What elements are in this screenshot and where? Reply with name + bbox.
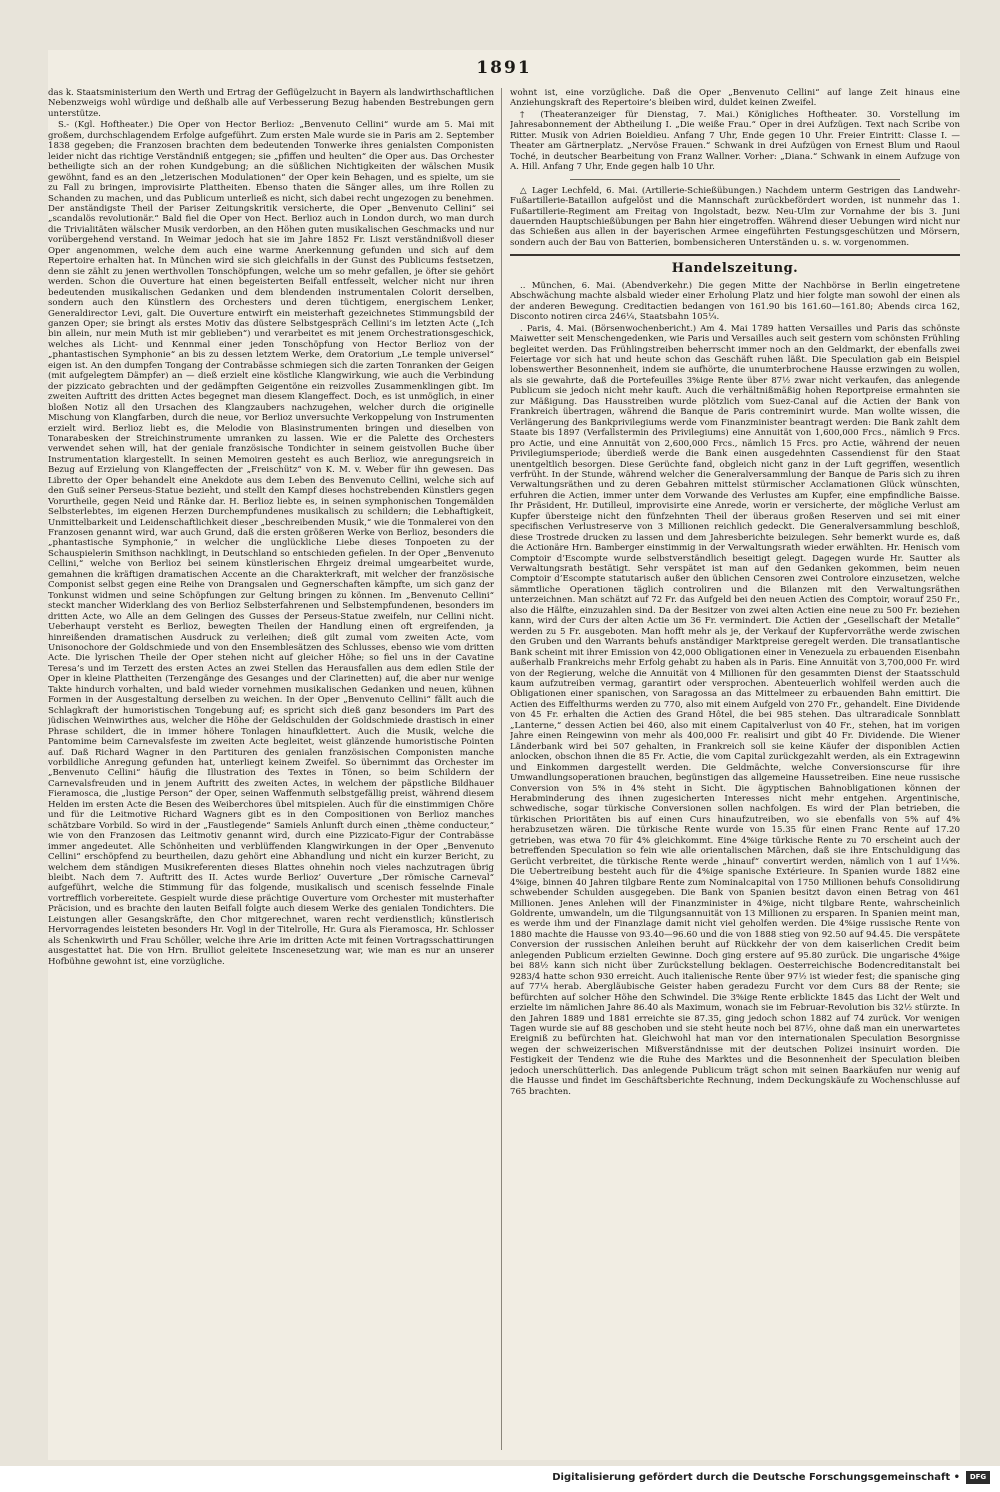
right-column [510, 88, 960, 1458]
article-paragraph: △ Lager Lechfeld, 6. Mai. (Artillerie-Schießübungen.) Nachdem unterm Gestrigen das Landwehr-Fußartillerie-Bataillon aufgelöst und die Mannschaft zurückbefördert worden, ist nunmehr das 1. Fußartillerie-Regiment am Freitag von Ingolstadt, bezw. Neu-Ulm zur Vornahme der bis 3. Juni dauernden Hauptschießübungen per Bahn hier eingetroffen. Während dieser Uebungen wird nicht nur das Schießen aus allen in der bayerischen Armee eingeführten Festungsgeschützen und Mörsern, sondern auch der Bau von Batterien, bombensicheren Unterständen u. s. w. vorgenommen. [510, 185, 960, 248]
newspaper-page [48, 50, 960, 1460]
page-number: 1891 [476, 58, 532, 78]
column-divider [501, 88, 502, 1450]
divider [570, 179, 900, 180]
footer-bar [0, 1466, 1000, 1492]
left-column [48, 88, 494, 1458]
dfg-logo-icon: DFG [966, 1471, 990, 1484]
article-paragraph: S.- (Kgl. Hoftheater.) Die Oper von Hector Berlioz: „Benvenuto Cellini“ wurde am 5. Mai mit großem, durchschlagendem Erfolge aufgeführt. Zum ersten Male wurde sie in Paris am 2. September 1838 gegeben; die Franzosen brachten dem bedeutenden Tonwerke ihres genialsten Componisten leider nicht das richtige Verständniß entgegen; sie „pfiffen und heulten“ die Oper aus. Das Orchester betheiligte sich an der rohen Kundgebung; an die süßlichen Nichtigkeiten der wälschen Musik gewöhnt, fand es an den „letzerischen Modulationen“ der Oper kein Behagen, und es spielte, um sie zu Fall zu bringen, improvisirte Plattheiten. Ebenso thaten die Sänger alles, um ihre Rollen zu Schanden zu machen, und das Publicum unterließ es nicht, sich dabei recht ungezogen zu benehmen. Der anständigste Theil der Pariser Zeitungskritik versicherte, die Oper „Benvenuto Cellini“ sei „scandalös revolutionär.“ Bald fiel die Oper von Hect. Berlioz auch in London durch, wo man durch die Trivialitäten wälscher Musik verdorben, an den Höhen guten musikalischen Geschmacks und nur vorübergehend verstand. In Weimar jedoch hat sie im Jahre 1852 Fr. Liszt verständnißvoll dieser Oper angenommen, welche dem auch eine warme Anerkennung gefunden und sich auf dem Repertoire erhalten hat. In München wird sie sich gleichfalls in der Gunst des Publicums festsetzen, denn sie zählt zu jenen werthvollen Tonschöpfungen, welche um so mehr gefallen, je öfter sie gehört werden. Schon die Ouverture hat einen begeisterten Beifall entfesselt, welcher nicht nur ihren bedeutenden musikalischen Gedanken und dem blendenden instrumentalen Colorit derselben, sondern auch den Künstlern des Orchesters und deren tüchtigem, energischem Lenker, Generaldirector Levi, galt. Die Ouverture entwirft ein meisterhaft gezeichnetes Stimmungsbild der ganzen Oper; sie bringt als erstes Motiv das düstere Selbstgespräch Cellini’s im letzten Acte („Ich bin allein, nur mein Muth ist mir geblieben“) und verarbeitet es mit jenem Orchestrationsgeschick, welches als Licht- und Kennmal einer jeden Tonschöpfung von Hector Berlioz von der „phantastischen Symphonie“ an bis zu dessen letztem Werke, dem Oratorium „Le temple universel“ eigen ist. An den dumpfen Tongang der Contrabässe schmiegen sich die zarten Tonranken der Geigen (mit aufgelegtem Dämpfer) an — dieß erzielt eine köstliche Klangwirkung, wie auch die Verbindung der pizzicato gebrachten und der gedämpften Geigentöne ein reizvolles Zusammenklingen gibt. Im zweiten Auftritt des dritten Actes begegnet man diesem Klangeffect. Doch, es ist unmöglich, in einer bloßen Notiz all den Ursachen des Klangzaubers nachzugehen, welcher durch die originelle Mischung von Klangfarben, durch die neue, vor Berlioz unversuchte Verkoppelung von Instrumenten erzielt wird. Berlioz liebt es, die Melodie von Blasinstrumenten bringen und dieselben von Tonarabesken der Streichinstrumente umranken zu lassen. Wie er die Palette des Orchesters verwendet sehen will, hat der geniale französische Tondichter in seinem geistvollen Buche über Instrumentation klargestellt. In seinen Memoiren gesteht es auch Berlioz, wie anregungsreich in Bezug auf Erzielung von Klangeffecten der „Freischütz“ von K. M. v. Weber für ihn gewesen. Das Libretto der Oper behandelt eine Anekdote aus dem Leben des Benvenuto Cellini, welche sich auf den Guß seiner Perseus-Statue bezieht, und stellt den Kampf dieses hochstrebenden Künstlers gegen Vorurtheile, gegen Neid und Ränke dar. H. Berlioz liebte es, in seinen symphonischen Tongemälden Selbsterlebtes, im eigenen Herzen Durchempfundenes musikalisch zu schildern; die Lebhaftigkeit, Unmittelbarkeit und Leidenschaftlichkeit dieser „beschreibenden Musik,“ wie die Tonmalerei von den Franzosen genannt wird, war auch Grund, daß die ersten größeren Werke von Berlioz, besonders die „phantastische Symphonie,“ in welcher die unglückliche Liebe dieses Tonpoeten zu der Schauspielerin Smithson nachklingt, in Deutschland so entschieden gefielen. In der Oper „Benvenuto Cellini,“ welche von Berlioz bei seinem künstlerischen Ehrgeiz dreimal umgearbeitet wurde, gemahnen die kräftigen dramatischen Accente an die Charakterkraft, mit welcher der französische Componist selbst gegen eine Reihe von Drangsalen und Gegnerschaften kämpfte, um sich ganz der Tonkunst widmen und seine Schöpfungen zur Geltung bringen zu können. Im „Benvenuto Cellini“ steckt mancher Widerklang des von Berlioz Selbsterfahrenen und Selbstempfundenen, besonders im dritten Acte, wo Alle an dem Gelingen des Gusses der Perseus-Statue zweifeln, nur Cellini nicht. Ueberhaupt versteht es Berlioz, bewegten Theilen der Handlung einen oft ergreifenden, ja hinreißenden dramatischen Ausdruck zu verleihen; dieß gilt zumal vom zweiten Acte, vom Unisonochore der Goldschmiede und von den Ensemblesätzen des Schlusses, ebenso wie vom dritten Acte. Die lyrischen Theile der Oper stehen nicht auf gleicher Höhe; so fiel uns in der Cavatine Teresa’s und im Terzett des ersten Actes an zwei Stellen das Herausfallen aus dem edlen Stile der Oper in kleine Plattheiten (Terzengänge des Gesanges und der Clarinetten) auf, die aber nur wenige Takte hindurch vorhalten, und bald wieder vornehmen musikalischen Gedanken und neuen, kühnen Formen in der Ausgestaltung derselben zu weichen. In der Oper „Benvenuto Cellini“ fällt auch die Schlagkraft der humoristischen Tongebung auf; es spricht sich dieß ganz besonders im Part des jüdischen Weinwirthes aus, welcher die Höhe der Geldschulden der Goldschmiede drastisch in einer Phrase schildert, die in immer höhere Tonlagen hinaufklettert. Auch die Musik, welche die Pantomime beim Carnevalsfeste im zweiten Acte begleitet, weist glänzende humoristische Pointen auf. Daß Richard Wagner in den Partituren des genialen französischen Componisten manche vorbildliche Anregung gefunden hat, unterliegt keinem Zweifel. So übernimmt das Orchester im „Benvenuto Cellini“ häufig die Illustration des Textes in Tönen, so beim Schildern der Carnevalsfreuden und in jenem Auftritt des zweiten Actes, in welchem der päpstliche Bildhauer Fieramosca, die „lustige Person“ der Oper, seinen Waffenmuth selbstgefällig preist, während diesem Helden im ersten Acte die Besen des Weiberchores übel mitspielen. Auch für die einstimmigen Chöre und für die Leitmotive Richard Wagners gibt es in den Compositionen von Berlioz manches schätzbare Vorbild. So wird in der „Faustlegende“ Samiels Anlunft durch einen „thème conducteur,“ wie von den Franzosen das Leitmotiv genannt wird, durch eine Pizzicato-Figur der Contrabässe immer angedeutet. Alle Schönheiten und verblüffenden Klangwirkungen in der Oper „Benvenuto Cellini“ erschöpfend zu beurtheilen, dazu gehört eine Abhandlung und nicht ein kurzer Bericht, zu welchem dem ständigen Musikreferenten dieses Blattes ohnehin noch vieles nachzutragen übrig bleibt. Nach dem 7. Auftritt des II. Actes wurde Berlioz’ Ouverture „Der römische Carneval“ aufgeführt, welche die Stimmung für das folgende, musikalisch und scenisch fesselnde Finale vortrefflich vorbereitete. Gespielt wurde diese prächtige Ouverture vom Orchester mit musterhafter Präcision, und es brachte den lauten Beifall folgte auch diesem Werke des genialen Tondichters. Die Leistungen aller Gesangskräfte, den Chor mitgerechnet, waren recht verdienstlich; künstlerisch Hervorragendes leisteten besonders Hr. Vogl in der Titelrolle, Hr. Gura als Fieramosca, Hr. Schlosser als Schenkwirth und Frau Schöller, welche ihre Arie im dritten Acte mit feinen Vortragsschattirungen ausgestattet hat. Die von Hrn. Brulliot geleitete Inscenesetzung war, wie man es nur an unserer Hofbühne gewohnt ist, eine vorzügliche. [48, 120, 494, 967]
article-paragraph: . Paris, 4. Mai. (Börsenwochenbericht.) Am 4. Mai 1789 hatten Versailles und Paris das schönste Maiwetter seit Menschengedenken, wie Paris und Versailles auch seit gestern vom schönsten Frühling begleitet werden. Das Frühlingstreiben beherrscht immer noch an den Geldmarkt, der ebenfalls zwei Feiertage vor sich hat und heute schon das Geschäft ruhen läßt. Die Speculation gab ein Beispiel lobenswerther Besonnenheit, indem sie aufhörte, die unumterbrochene Hausse erzwingen zu wollen, als sie gewahrte, daß die Portefeuilles 3%ige Rente über 87½ zwar nicht verkaufen, das anlegende Publicum sie jedoch nicht mehr kauft. Auch die verhältnißmäßig hohen Reportpreise ermahnten sie zur Mäßigung. Das Hausstreiben wurde plötzlich vom Suez-Canal auf die Actien der Bank von Frankreich übertragen, während die Banque de Paris contreminirt wurde. Man wollte wissen, die Verlängerung des Bankprivilegiums werde vom Finanzminister beantragt werden: Die Bank zahlt dem Staate bis 1897 (Verfallstermin des Privilegiums) eine Annuität von 1,600,000 Frcs., nämlich 9 Frcs. pro Actie, und eine Annuität von 2,600,000 Frcs., nämlich 15 Frcs. pro Actie, während der neuen Privilegiumsperiode; überdieß werde die Bank einen ausgedehnten Cassendienst für den Staat unentgeltlich besorgen. Diese Gerüchte fand, obgleich nicht ganz in der Luft gegriffen, wesentlich verfrüht. In der Stunde, während welcher die Generalversammlung der Banque de Paris sich zu ihren Verwaltungsräthen und zu deren Gebahren mittelst stürmischer Acclamationen Glück wünschten, erfuhren die Actien, immer unter dem Vorwande des Verlustes am Kupfer, eine empfindliche Baisse. Ihr Präsident, Hr. Dutilleul, improvisirte eine Anrede, worin er versicherte, der mögliche Verlust am Kupfer übersteige nicht den fünfzehnten Theil der überaus großen Reserven und sei mit einer specifischen Verlustreserve von 3 Millionen reichlich gedeckt. Die Generalversammlung beschloß, diese Trostrede drucken zu lassen und dem Jahresberichte beizulegen. Sehr bemerkt wurde es, daß die Actionäre Hrn. Bamberger einstimmig in der Verwaltungsrath wieder erwählten. Hr. Henisch vom Comptoir d’Escompte wurde selbstverständlich beseitigt gelegt. Dagegen wurde Hr. Sautter als Verwaltungsrath bestätigt. Sehr verspätet ist man auf den Gedanken gekommen, beim neuen Comptoir d’Escompte statutarisch außer den üblichen Censoren zwei Controlore einzusetzen, welche sämmtliche Operationen täglich controliren und die Bilanzen mit den Verwaltungsräthen unterzeichnen. Man schätzt auf 72 Fr. das Aufgeld bei den neuen Actien des Comptoir, worauf 250 Fr., also die Hälfte, einzuzahlen sind. Da der Besitzer von zwei alten Actien eine neue zu 500 Fr. beziehen kann, wird der Curs der alten Actie um 36 Fr. vermindert. Die Actien der „Gesellschaft der Metalle“ werden zu 5 Fr. ausgeboten. Man hofft mehr als je, der Verkauf der Kupfervorräthe werde zwischen den Gruben und den Warrants behufs anständiger Marktpreise geregelt werden. Die transatlantische Bank scheint mit ihrer Emission von 42,000 Obligationen einer in Venezuela zu erbauenden Eisenbahn außerhalb Frankreichs mehr Erfolg gehabt zu haben als in Paris. Eine Annuität von 3,700,000 Fr. wird von der Regierung, welche die Annuität von 4 Millionen für den gesammten Dienst der Staatsschuld kaum aufzutreiben vermag, garantirt oder versprochen. Abenteuerlich wohlfeil werden auch die Obligationen einer spanischen, von Saragossa an das Mittelmeer zu erbauenden Bahn emittirt. Die Actien des Eiffelthurms werden zu 770, also mit einem Aufgeld von 270 Fr., gehandelt. Eine Dividende von 45 Fr. erhalten die Actien des Grand Hôtel, die bei 985 stehen. Das ultraradicale Sonnblatt „Lanterne,“ dessen Actien bei 460, also mit einem Capitalverlust von 40 Fr., stehen, hat im vorigen Jahre einen Reingewinn von mehr als 400,000 Fr. realisirt und gibt 40 Fr. Dividende. Die Wiener Länderbank wird bei 507 gehalten, in Frankreich soll sie keine Käufer der disponiblen Actien anlocken, obschon ihnen die 85 Fr. Actie, die vom Capital zurückgezahlt werden, als ein Extragewinn und Einkommen dargestellt werden. Die Geldmächte, welche Conversionscurse für ihre Umwandlungsoperationen brauchen, begünstigen das allgemeine Haussetreiben. Eine neue russische Conversion von 5% in 4% steht in Sicht. Die ägyptischen Bahnobligationen können der Herabminderung des ihnen zugesicherten Interesses nicht mehr entgehen. Argentinische, schwedische, sogar türkische Conversionen sollen nachfolgen. Es wird der Plan betrieben, die türkischen Prioritäten bis auf einen Curs hinaufzutreiben, wo sie ebenfalls von 5% auf 4% herabzusetzen wären. Die türkische Rente wurde von 15.35 für einen Franc Rente auf 17.20 getrieben, was etwa 70 für 4% gleichkommt. Eine 4%ige türkische Rente zu 70 erscheint auch der betreffenden Speculation so fein wie alle orientalischen Märchen, daß sie ihre Entschuldigung das Gerücht verbreitet, die türkische Rente werde „hinauf“ convertirt werden, nämlich von 1 auf 1¼%. Die Uebertreibung besteht auch für die 4%ige spanische Extérieure. In Spanien wurde 1882 eine 4%ige, binnen 40 Jahren tilgbare Rente zum Nominalcapital von 1750 Millionen behufs Consolidirung schwebender Schulden ausgegeben. Die Bank von Spanien besitzt davon einen Betrag von 461 Millionen. Jenes Anlehen will der Finanzminister in 4%ige, nicht tilgbare Rente, wahrscheinlich Goldrente, umwandeln, um die Tilgungsannuität von 13 Millionen zu ersparen. In Spanien meint man, es werde ihm und der Finanzlage damit nicht viel geholfen werden. Die 4%ige russische Rente von 1880 machte die Hausse von 93.40—96.60 und die von 1888 stieg von 92.50 auf 94.45. Die verspätete Conversion der russischen Anleihen beruht auf Rückkehr der von dem kaiserlichen Credit beim anlegenden Publicum erzielten Gewinne. Doch ging erstere auf 95.80 zurück. Die ungarische 4%ige bei 88½ kann sich nicht über Zurückstellung beklagen. Oesterreichische Bodencreditanstalt bei 9283/4 hatte schon 930 erreicht. Auch italienische Rente über 97½ ist wieder fest; die spanische ging auf 77¼ herab. Abergläubische Geister haben geradezu Furcht vor dem Curs 88 der Rente; sie befürchten auf solcher Höhe den Schwindel. Die 3%ige Rente erblickte 1845 das Licht der Welt und erzielte im nämlichen Jahre 86.40 als Maximum, wonach sie im Februar-Revolution bis 32½ stürzte. In den Jahren 1889 und 1881 erreichte sie 87.35, ging jedoch schon 1882 auf 74 zurück. Vor wenigen Tagen wurde sie auf 88 geschoben und sie steht heute noch bei 87½, ohne daß man ein unerwartetes Ereigniß zu befürchten hat. Gleichwohl hat man vor den internationalen Speculation Besorgnisse wegen der schweizerischen Mißverständnisse mit der deutschen Polizei insinuirt worden. Die Festigkeit der Tendenz wie die Ruhe des Marktes und die Besonnenheit der Speculation bleiben jedoch unerschütterlich. Das anlegende Publicum trägt schon mit seinen Baarkäufen nur wenig auf die Hausse und findet im Geschäftsberichte Rechnung, indem Deckungskäufe zu Wochenschlusse auf 765 brachten. [510, 323, 960, 1097]
section-heading: Handelszeitung. [671, 261, 799, 277]
section-divider [510, 254, 960, 256]
article-paragraph: wohnt ist, eine vorzügliche. Daß die Oper „Benvenuto Cellini“ auf lange Zeit hinaus eine Anziehungskraft des Repertoire’s bleiben wird, duldet keinen Zweifel. [510, 88, 960, 109]
footer-credit: Digitalisierung gefördert durch die Deutsche Forschungsgemeinschaft • [552, 1472, 960, 1483]
article-paragraph: .. München, 6. Mai. (Abendverkehr.) Die gegen Mitte der Nachbörse in Berlin eingetretene Abschwächung machte alsbald wieder einer Erholung Platz und hier folgte man sowohl der einen als der anderen Bewegung. Creditactien bedangen von 161.90 bis 161.60—161.80; Abends circa 162, Disconto notiren circa 246¼, Staatsbahn 105¼. [510, 280, 960, 323]
article-paragraph: † (Theateranzeiger für Dienstag, 7. Mai.) Königliches Hoftheater. 30. Vorstellung im Jahresabonnement der Abtheilung I. „Die weiße Frau.“ Oper in drei Aufzügen. Text nach Scribe von Ritter. Musik von Adrien Boieldieu. Anfang 7 Uhr, Ende gegen 10 Uhr. Freier Eintritt: Classe I. — Theater am Gärtnerplatz. „Nervöse Frauen.“ Schwank in drei Aufzügen von Ernest Blum und Raoul Toché, in deutscher Bearbeitung von Franz Wallner. Vorher: „Diana.“ Schwank in einem Aufzuge von A. Hill. Anfang 7 Uhr, Ende gegen halb 10 Uhr. [510, 109, 960, 173]
article-paragraph: das k. Staatsministerium den Werth und Ertrag der Geflügelzucht in Bayern als landwirthschaftlichen Nebenzweigs wohl würdige und deßhalb alle auf Verbesserung Bezug habenden Bestrebungen gern unterstütze. [48, 88, 494, 119]
